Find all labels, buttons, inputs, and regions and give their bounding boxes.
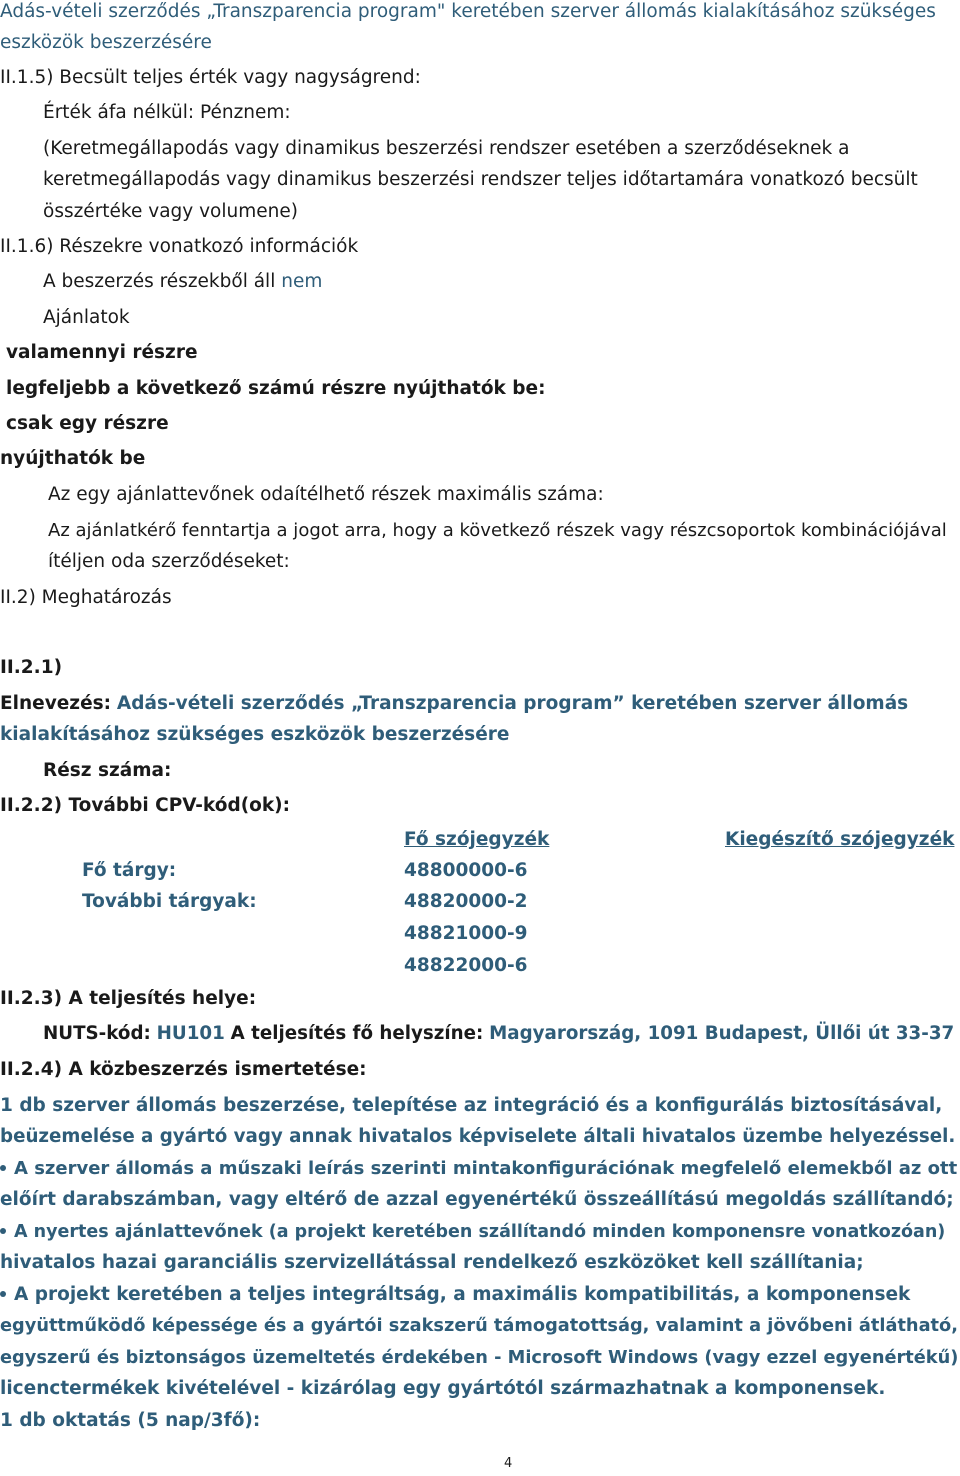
bullet-icon	[0, 1228, 6, 1234]
max-lots-per-tenderer: Az egy ajánlattevőnek odaítélhető részek maximális száma:	[48, 484, 604, 505]
document-header-line-1: Adás-vételi szerződés „Transzparencia program" keretében szerver állomás kialakításához szükséges	[0, 1, 936, 22]
lots-value: nem	[281, 271, 323, 292]
bullet-2-text: A nyertes ajánlattevőnek (a projekt keretében szállítandó minden komponensre vonatkozóan)	[14, 1222, 946, 1242]
combination-note-line-1: Az ajánlatkérő fenntartja a jogot arra, hogy a következő részek vagy részcsoportok kombinációjával	[48, 520, 947, 541]
option-max-lots: legfeljebb a következő számú részre nyújthatók be:	[6, 378, 546, 399]
option-tail: nyújthatók be	[0, 448, 146, 469]
section-ii-2-3-title: II.2.3) A teljesítés helye:	[0, 988, 257, 1009]
title-value-line-2: kialakításához szükséges eszközök beszerzésére	[0, 724, 510, 745]
bullet-2-line-2: hivatalos hazai garanciális szervizellátással rendelkező eszközöket kell szállítania;	[0, 1252, 864, 1273]
main-site-value: Magyarország, 1091 Budapest, Üllői út 33-37	[489, 1023, 955, 1044]
main-object-cpv: 48800000-6	[404, 860, 528, 881]
bullet-icon	[0, 1291, 6, 1297]
place-of-performance-row	[43, 1022, 954, 1046]
additional-cpv-2: 48821000-9	[404, 923, 528, 944]
framework-note-line-3: összértéke vagy volumene)	[43, 201, 298, 222]
bullet-3-line-2: együttműködő képessége és a gyártói szakszerű támogatottság, valamint a jövőbeni átlátható,	[0, 1316, 958, 1336]
option-all-lots: valamennyi részre	[6, 342, 198, 363]
lots-label: A beszerzés részekből áll	[43, 271, 276, 292]
combination-note-line-2: ítéljen oda szerződéseket:	[48, 551, 290, 572]
bullet-2-line-1	[0, 1220, 945, 1244]
value-without-vat-label: Érték áfa nélkül: Pénznem:	[43, 102, 291, 123]
main-site-label: A teljesítés fő helyszíne:	[230, 1023, 484, 1044]
bullet-icon	[0, 1165, 6, 1171]
additional-cpv-1: 48820000-2	[404, 891, 528, 912]
document-header-line-2: eszközök beszerzésére	[0, 32, 212, 53]
page-number: 4	[504, 1456, 513, 1471]
nuts-value: HU101	[156, 1023, 225, 1044]
section-ii-2-2-title: II.2.2) További CPV-kód(ok):	[0, 795, 291, 816]
option-one-lot: csak egy részre	[6, 413, 169, 434]
supplementary-vocabulary-header: Kiegészítő szójegyzék	[725, 829, 955, 850]
additional-cpv-3: 48822000-6	[404, 955, 528, 976]
description-line-1: 1 db szerver állomás beszerzése, telepítése az integráció és a konfigurálás biztosításával,	[0, 1095, 943, 1116]
main-object-label: Fő tárgy:	[82, 860, 177, 881]
offers-label: Ajánlatok	[43, 307, 130, 328]
bullet-3-line-3: egyszerű és biztonságos üzemeltetés érdekében - Microsoft Windows (vagy ezzel egyenértékű)	[0, 1348, 959, 1368]
main-vocabulary-header: Fő szójegyzék	[404, 829, 550, 850]
section-ii-2-1-title: II.2.1)	[0, 657, 63, 678]
framework-note-line-1: (Keretmegállapodás vagy dinamikus beszerzési rendszer esetében a szerződéseknek a	[43, 138, 850, 159]
bullet-3-line-4: licenctermékek kivételével - kizárólag egy gyártótól származhatnak a komponensek.	[0, 1378, 886, 1399]
title-label: Elnevezés:	[0, 693, 112, 714]
lots-row	[43, 270, 322, 294]
section-ii-2-4-title: II.2.4) A közbeszerzés ismertetése:	[0, 1059, 367, 1080]
bullet-1-text: A szerver állomás a műszaki leírás szerinti mintakonfigurációnak megfelelő elemekből az ott	[14, 1158, 958, 1179]
bullet-1-line-1	[0, 1157, 957, 1181]
additional-objects-label: További tárgyak:	[82, 891, 257, 912]
framework-note-line-2: keretmegállapodás vagy dinamikus beszerzési rendszer teljes időtartamára vonatkozó becsült	[43, 169, 918, 190]
description-line-2: beüzemelése a gyártó vagy annak hivatalos képviselete általi hivatalos üzembe helyezéssel.	[0, 1126, 956, 1147]
title-value-line-1: Adás-vételi szerződés „Transzparencia program” keretében szerver állomás	[116, 693, 909, 714]
section-ii-2-title: II.2) Meghatározás	[0, 587, 172, 608]
bullet-3-line-1	[0, 1283, 910, 1307]
lot-number-label: Rész száma:	[43, 760, 172, 781]
section-ii-1-5-title: II.1.5) Becsült teljes érték vagy nagyságrend:	[0, 67, 421, 88]
title-row	[0, 692, 908, 716]
training-line: 1 db oktatás (5 nap/3fő):	[0, 1410, 261, 1431]
section-ii-1-6-title: II.1.6) Részekre vonatkozó információk	[0, 236, 359, 257]
nuts-label: NUTS-kód:	[43, 1023, 151, 1044]
bullet-3-text: A projekt keretében a teljes integráltság, a maximális kompatibilitás, a komponensek	[14, 1284, 911, 1305]
bullet-1-line-2: előírt darabszámban, vagy eltérő de azzal egyenértékű összeállítású megoldás szállítandó;	[0, 1189, 954, 1210]
